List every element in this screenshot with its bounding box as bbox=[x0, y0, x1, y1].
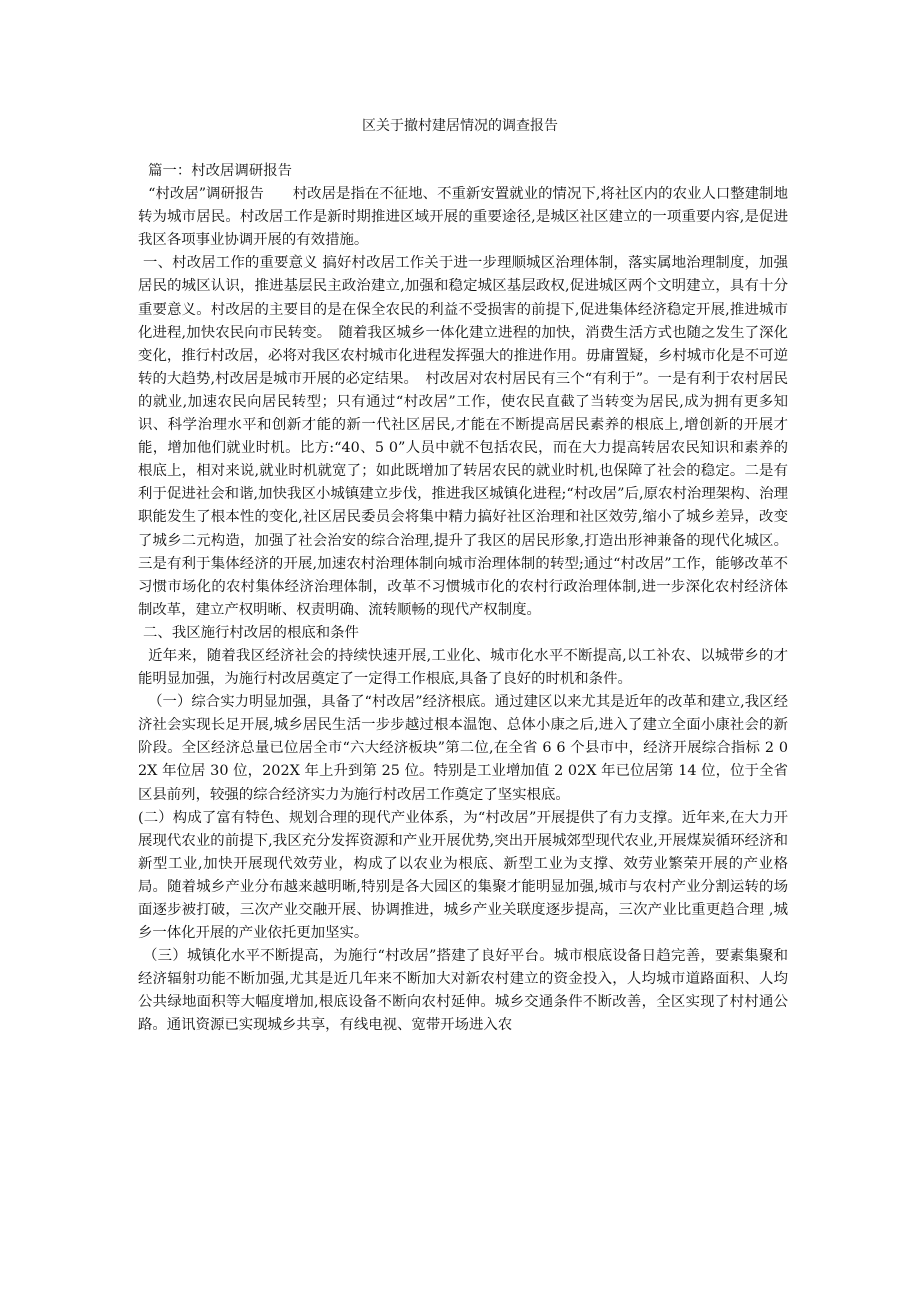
section-heading: 篇一：村改居调研报告 bbox=[148, 163, 292, 179]
paragraph: “村改居”调研报告 村改居是指在不征地、不重新安置就业的情况下,将社区内的农业人口整建制地转为城市居民。村改居工作是新时期推进区域开展的重要途径,是城区社区建立的一项重要内容,是促进我区各项事业协调开展的有效措施。 bbox=[138, 186, 788, 249]
section-heading: 二、我区施行村改居的根底和条件 bbox=[143, 624, 359, 641]
paragraph: 近年来，随着我区经济社会的持续快速开展,工业化、城市化水平不断提高,以工补农、以城带乡的才能明显加强，为施行村改居奠定了一定得工作根底,具备了良好的时机和条件。 bbox=[138, 647, 788, 688]
paragraph: (二）构成了富有特色、规划合理的现代产业体系，为“村改居”开展提供了有力支撑。近年来,在大力开展现代农业的前提下,我区充分发挥资源和产业开展优势,突出开展城郊型现代农业,开展煤炭循环经济和新型工业,加快开展现代效劳业，构成了以农业为根底、新型工业为支撑、效劳业繁荣开展的产业格局。随着城乡产业分布越来越明晰,特别是各大园区的集聚才能明显加强,城市与农村产业分割运转的场面逐步被打破，三次产业交融开展、协调推进，城乡产业关联度逐步提高，三次产业比重更趋合理 ,城乡一体化开展的产业依托更加坚实。 bbox=[138, 809, 788, 942]
document-title: 区关于撤村建居情况的调查报告 bbox=[362, 118, 558, 134]
paragraph: 一、村改居工作的重要意义 搞好村改居工作关于进一步理顺城区治理体制，落实属地治理制度，加强居民的城区认识，推进基层民主政治建立,加强和稳定城区基层政权,促进城区两个文明建立，具有十分重要意义。村改居的主要目的是在保全农民的利益不受损害的前提下,促进集体经济稳定开展,推进城市化进程,加快农民向市民转变。 随着我区城乡一体化建立进程的加快，消费生活方式也随之发生了深化变化，推行村改居，必将对我区农村城市化进程发挥强大的推进作用。毋庸置疑，乡村城市化是不可逆转的大趋势,村改居是城市开展的必定结果。 村改居对农村居民有三个“有利于”。一是有利于农村居民的就业,加速农民向居民转型；只有通过“村改居”工作，使农民直截了当转变为居民,成为拥有更多知识、科学治理水平和创新才能的新一代社区居民,才能在不断提高居民素养的根底上,增创新的开展才能，增加他们就业时机。比方:“40、5 0”人员中就不包括农民，而在大力提高转居农民知识和素养的根底上，相对来说,就业时机就宽了；如此既增加了转居农民的就业时机,也保障了社会的稳定。二是有利于促进社会和谐,加快我区小城镇建立步伐，推进我区城镇化进程;“村改居”后,原农村治理架构、治理职能发生了根本性的变化,社区居民委员会将集中精力搞好社区治理和社区效劳,缩小了城乡差异，改变了城乡二元构造，加强了社会治安的综合治理,提升了我区的居民形象,打造出形神兼备的现代化城区。三是有利于集体经济的开展,加速农村治理体制向城市治理体制的转型;通过“村改居”工作，能够改革不习惯市场化的农村集体经济治理体制，改革不习惯城市化的农村行政治理体制,进一步深化农村经济体制改革，建立产权明晰、权责明确、流转顺畅的现代产权制度。 bbox=[138, 255, 788, 618]
document-body bbox=[138, 160, 788, 1038]
paragraph: （三）城镇化水平不断提高，为施行“村改居”搭建了良好平台。城市根底设备日趋完善，要素集聚和经济辐射功能不断加强,尤其是近几年来不断加大对新农村建立的资金投入，人均城市道路面积、人均公共绿地面积等大幅度增加,根底设备不断向农村延伸。城乡交通条件不断改善，全区实现了村村通公路。通讯资源已实现城乡共享，有线电视、宽带开场进入农 bbox=[138, 948, 788, 1034]
paragraph: （一）综合实力明显加强，具备了“村改居”经济根底。通过建区以来尤其是近年的改革和建立,我区经济社会实现长足开展,城乡居民生活一步步越过根本温饱、总体小康之后,进入了建立全面小康社会的新阶段。全区经济总量已位居全市“六大经济板块”第二位,在全省 6 6 个县市中，经济开展综合指标 2 0 2X 年位居 30 位，202X 年上升到第 25 位。特别是工业增加值 2 02X 年已位居第 14 位，位于全省区县前列，较强的综合经济实力为施行村改居工作奠定了坚实根底。 bbox=[138, 694, 788, 803]
